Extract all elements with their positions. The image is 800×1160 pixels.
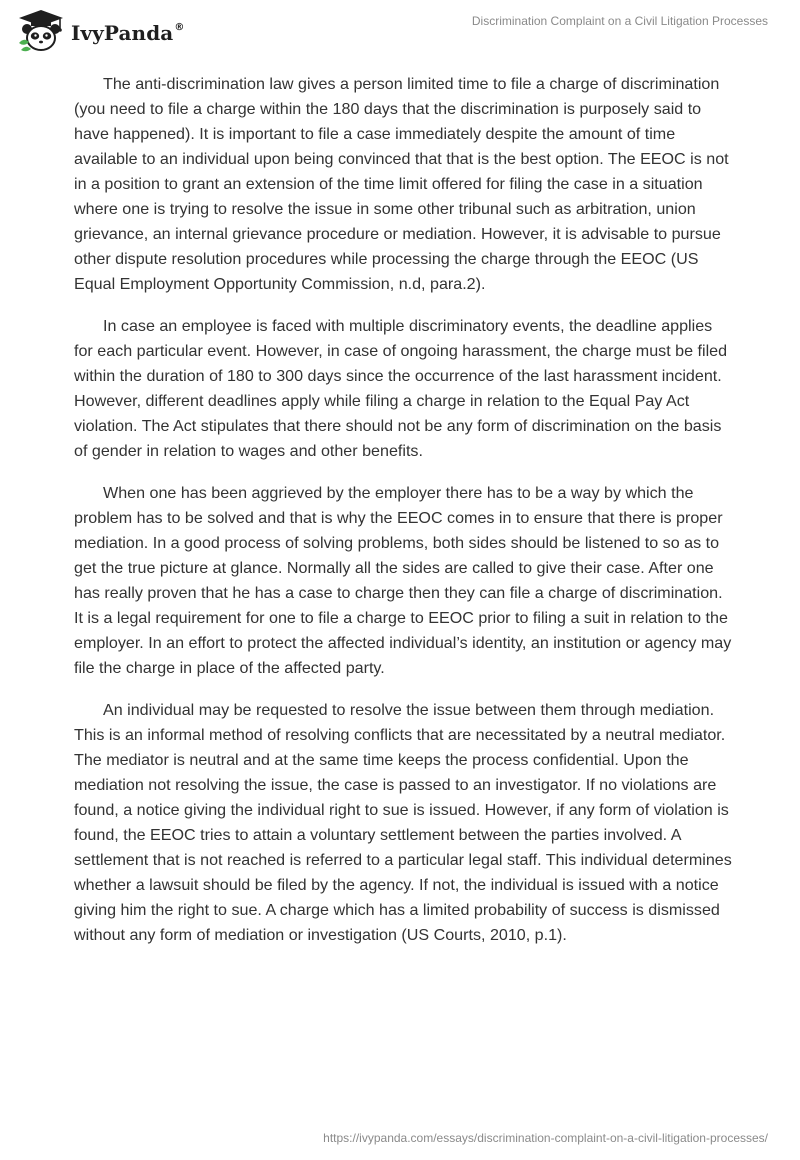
source-url[interactable]: https://ivypanda.com/essays/discrimination-complaint-on-a-civil-litigation-processes/ — [323, 1131, 768, 1145]
ivypanda-logo[interactable] — [16, 9, 184, 53]
paragraph: An individual may be requested to resolve the issue between them through mediation. This is an informal method of resolving conflicts that are necessitated by a neutral mediator. The mediator is neutral and at the same time keeps the process confidential. Upon the mediation not resolving the issue, the case is passed to an investigator. If no violations are found, a notice giving the individual right to sue is issued. However, if any form of violation is found, the EEOC tries to attain a voluntary settlement between the parties involved. A settlement that is not reached is referred to a particular legal staff. This individual determines whether a lawsuit should be filed by the agency. If not, the individual is issued with a notice giving him the right to sue. A charge which has a limited probability of success is dismissed without any form of mediation or investigation (US Courts, 2010, p.1). — [74, 701, 732, 944]
registered-mark: ® — [174, 22, 185, 34]
paragraph: In case an employee is faced with multiple discriminatory events, the deadline applies for each particular event. However, in case of ongoing harassment, the charge must be filed within the duration of 180 to 300 days since the occurrence of the last harassment incident. However, different deadlines apply while filing a charge in relation to the Equal Pay Act violation. The Act stipulates that there should not be any form of discrimination on the basis of gender in relation to wages and other benefits. — [74, 317, 728, 460]
paragraph: When one has been aggrieved by the employer there has to be a way by which the problem has to be solved and that is why the EEOC comes in to ensure that there is proper mediation. In a good process of solving problems, both sides should be listened to so as to get the true picture at glance. Normally all the sides are called to give their case. After one has really proven that he has a case to charge then they can file a charge of discrimination. It is a legal requirement for one to file a charge to EEOC prior to filing a suit in relation to the employer. In an effort to protect the affected individual’s identity, an institution or agency may file the charge in place of the affected party. — [74, 484, 732, 677]
page-header — [0, 0, 800, 62]
brand-name: IvyPanda® — [71, 21, 185, 45]
paragraph: The anti-discrimination law gives a person limited time to file a charge of discrimination (you need to file a charge within the 180 days that the discrimination is purposely said to have happened). It is important to file a case immediately despite the amount of time available to an individual upon being convinced that that is the best option. The EEOC is not in a position to grant an extension of the time limit offered for filing the case in a situation where one is trying to resolve the issue in some other tribunal such as arbitration, union grievance, an internal grievance procedure or mediation. However, it is advisable to pursue other dispute resolution procedures while processing the charge through the EEOC (US Equal Employment Opportunity Commission, n.d, para.2). — [74, 75, 729, 293]
document-title: Discrimination Complaint on a Civil Litigation Processes — [471, 14, 768, 28]
essay-body — [74, 72, 734, 965]
panda-graduate-icon — [16, 9, 66, 53]
